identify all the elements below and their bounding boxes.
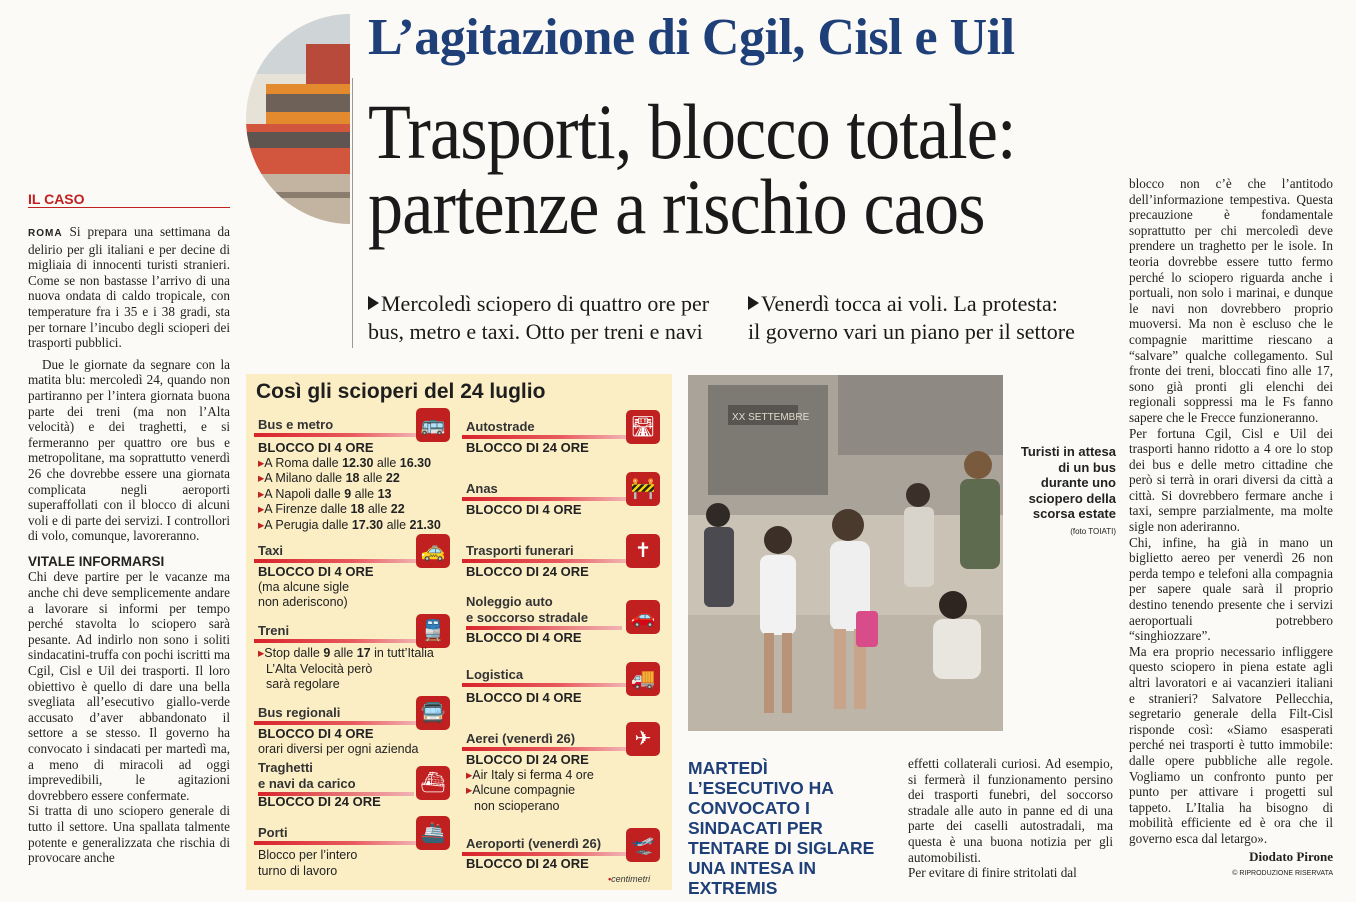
aerei-details: BLOCCO DI 24 ORE ▸Air Italy si ferma 4 ore ▸Alcune compagnie non scioperano: [466, 752, 594, 813]
tourists-photo: [688, 375, 1003, 731]
treni-details: ▸Stop dalle 9 alle 17 in tutt’Italia L’Alta Velocità però sarà regolare: [258, 646, 434, 691]
departure-icon: 🛫: [626, 828, 660, 862]
porti-details: Blocco per l’intero turno di lavoro: [258, 848, 358, 878]
train-icon: 🚆: [416, 614, 450, 648]
street-sign: XX SETTEMBRE: [732, 412, 810, 423]
cat-bus-metro: Bus e metro: [254, 416, 418, 434]
cat-bus-regionali: Bus regionali: [254, 704, 418, 722]
kicker: L’agitazione di Cgil, Cisl e Uil: [368, 9, 1015, 66]
ferry-icon: ⛴: [416, 766, 450, 800]
coach-icon: 🚍: [416, 696, 450, 730]
airplane-icon: ✈: [626, 722, 660, 756]
section-label: IL CASO: [28, 191, 230, 208]
funerari-block: BLOCCO DI 24 ORE: [466, 564, 589, 579]
middle-column-text: effetti collaterali curiosi. Ad esempio, si fermerà il funzionamento persino dei trasporti funebri, del soccorso stradale alle auto in panne ed di una parte dei caselli autostradali, ma questa è una buona notizia per gli automobilisti. Per evitare di finire stritolati dal: [908, 756, 1113, 881]
dateline: ROMA: [28, 228, 63, 239]
triangle-icon: [748, 296, 759, 310]
cat-noleggio: Noleggio auto e soccorso stradale: [466, 594, 622, 630]
noleggio-block: BLOCCO DI 4 ORE: [466, 630, 582, 645]
bus-metro-details: BLOCCO DI 4 ORE ▸A Roma dalle 12.30 alle 16.30 ▸A Milano dalle 18 alle 22 ▸A Napoli dalle 9 alle 13 ▸A Firenze dalle 18 alle 22 ▸A Perugia dalle 17.30 alle 21.30: [258, 440, 441, 532]
cat-funerari: Trasporti funerari: [462, 542, 626, 560]
cat-logistica: Logistica: [462, 666, 626, 684]
author: Diodato Pirone: [1249, 848, 1333, 864]
infographic-title: Così gli scioperi del 24 luglio: [256, 380, 546, 403]
cat-aeroporti: Aeroporti (venerdì 26): [462, 835, 626, 853]
ship-icon: 🚢: [416, 816, 450, 850]
cat-autostrade: Autostrade: [462, 418, 626, 436]
deck-right: Venerdì tocca ai voli. La protesta: il governo vari un piano per il settore: [748, 291, 1075, 344]
rights-notice: © RIPRODUZIONE RISERVATA: [1232, 870, 1333, 878]
cat-porti: Porti: [254, 824, 418, 842]
photo-caption: Turisti in attesa di un bus durante uno sciopero della scorsa estate (foto TOIATI): [1020, 444, 1116, 536]
deck-left: Mercoledì sciopero di quattro ore per bus, metro e taxi. Otto per treni e navi: [368, 291, 710, 344]
taxi-icon: 🚕: [416, 534, 450, 568]
bus-icon: 🚌: [416, 408, 450, 442]
cat-anas: Anas: [462, 480, 626, 498]
headline: [368, 88, 1052, 250]
cross-icon: ✝: [626, 534, 660, 568]
infographic-credit: •centimetri: [608, 874, 651, 884]
cat-aerei: Aerei (venerdì 26): [462, 730, 626, 748]
car-icon: 🚗: [626, 600, 660, 634]
autostrade-block: BLOCCO DI 24 ORE: [466, 440, 589, 455]
right-column-text: blocco non c’è che l’antitodo dell’informazione tempestiva. Questa precauzione è fondamentale soprattutto per chi mercoledì deve prendere un traghetto per le isole. In teoria dovrebbe essere tutto fermo perché lo sciopero riguarda anche i portuali, non solo i marinai, e dunque le navi non dovrebbero proprio muoversi. Ma non è escluso che le compagnie marittime riescano a “salvare” qualche collegamento. Sul fronte dei treni, bloccati fino alle 17, sono già pronti gli elenchi dei regionali soppressi ma le Fs fanno sapere che le Frecce funzioneranno. Per fortuna Cgil, Cisl e Uil dei trasporti hanno ridotto a 4 ore lo stop dei bus e delle metro cittadine che però si terrà in orari diversi da città a città. Si dovrebbero fermare anche i taxi, sempre parzialmente, ma molte sigle non aderiranno. Chi, infine, ha già in mano un biglietto aereo per venerdì 26 non perda tempo e telefoni alla compagnia per sapere quale sarà il proprio destino tenendo presente che i servizi aeroportuali potrebbero “singhiozzare”. Ma era proprio necessario infliggere questo sciopero in piena estate agli altri lavoratori e ai vacanzieri italiani e stranieri? Salvatore Pellecchia, segretario generale della Filt-Cisl risponde così: «Siamo esasperati perché nei trasporti è tutto immobile: dalle opere pubbliche alle regole. Vogliamo un confronto punto per punto per attivare i progetti sul tappeto. L’Italia ha bisogno di mobilità efficiente ed è ora che il governo esca dal letargo». Diodato Pirone © RIPRODUZIONE RISERVATA: [1129, 176, 1333, 882]
bus-regionali-details: BLOCCO DI 4 ORE orari diversi per ogni azienda: [258, 726, 419, 756]
headline-line-1: Trasporti, blocco totale:: [368, 88, 1016, 175]
aeroporti-block: BLOCCO DI 24 ORE: [466, 856, 589, 871]
left-column-text: ROMA Si prepara una settimana da delirio per gli italiani e per decine di migliaia di innocenti turisti stranieri. Come se non bastasse l’arrivo di una nuova ondata di caldo tropicale, con temperature fra i 35 e i 38 gradi, sta per tornare l’incubo degli scioperi dei trasporti pubblici. Due le giornate da segnare con la matita blu: mercoledì 24, quando non partiranno per l’intera giornata buona parte dei treni (ma non l’Alta velocità) e dei traghetti, e si fermeranno per quattro ore bus e metropolitane, ma soprattutto venerdì 26 che dovrebbe essere una giornata complicata negli aeroporti superaffollati con il blocco di alcuni voli e di parte dei servizi. I controllori di volo, comunque, lavoreranno. VITALE INFORMARSI Chi deve partire per le vacanze ma anche chi deve semplicemente andare a lavorare si informi per tempo perché stavolta lo sciopero sarà pesante. Ad indirlo non sono i soliti sindacatini-truffa con pochi iscritti ma Cgil, Cisl e Uil dei trasporti. Il loro obiettivo è quello di dare una bella svegliata all’esecutivo giallo-verde accusato d’aver abbandonato il settore a se stesso. Il governo ha convocato i sindacati per martedì ma, a meno di miracoli ad oggi imprevedibili, le agitazioni dovrebbero essere confermate. Si tratta di uno sciopero generale di tutto il settore. Una spallata talmente potente e generalizzata che rischia di provocare anche: [28, 224, 230, 866]
callout: MARTEDÌ L’ESECUTIVO HA CONVOCATO I SINDACATI PER TENTARE DI SIGLARE UNA INTESA IN EXTREMIS: [688, 758, 875, 898]
logistica-block: BLOCCO DI 4 ORE: [466, 690, 582, 705]
subhead: VITALE INFORMARSI: [28, 553, 165, 569]
cat-treni: Treni: [254, 622, 418, 640]
anas-block: BLOCCO DI 4 ORE: [466, 502, 582, 517]
taxi-details: BLOCCO DI 4 ORE (ma alcune sigle non aderiscono): [258, 564, 374, 609]
triangle-icon: [368, 296, 379, 310]
strike-infographic: [246, 374, 672, 890]
roadwork-icon: 🚧: [626, 472, 660, 506]
headline-line-2: partenze a rischio caos: [368, 163, 985, 250]
truck-icon: 🚚: [626, 662, 660, 696]
cat-traghetti: Traghetti e navi da carico: [258, 760, 414, 796]
divider: [352, 78, 353, 348]
traghetti-block: BLOCCO DI 24 ORE: [258, 794, 381, 809]
cat-taxi: Taxi: [254, 542, 418, 560]
highway-icon: 🛣: [626, 410, 660, 444]
